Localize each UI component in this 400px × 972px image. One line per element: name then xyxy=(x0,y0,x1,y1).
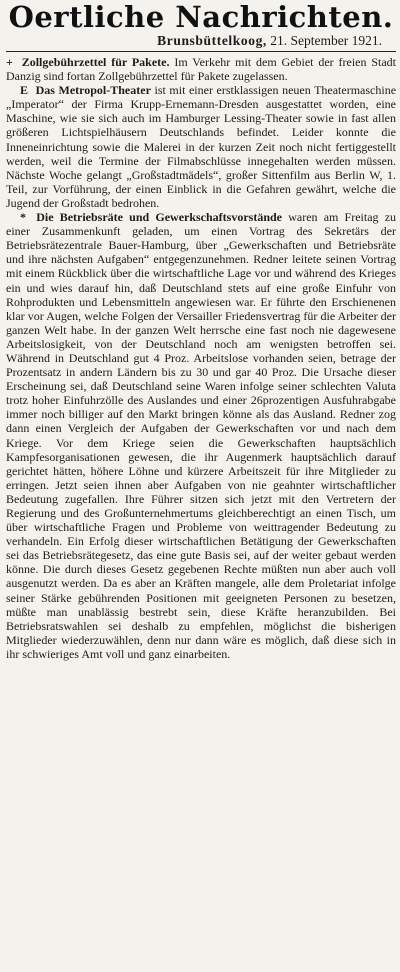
article-headline: Die Betriebsräte und Gewerkschaftsvorstände xyxy=(36,210,283,225)
article-betriebsraete xyxy=(6,210,396,661)
dateline-place: Brunsbüttelkoog, xyxy=(157,33,267,48)
header-rule xyxy=(6,51,396,52)
article-headline: Zollgebührzettel für Pakete. xyxy=(21,55,170,69)
dateline-date: 21. September 1921. xyxy=(270,33,382,48)
article-headline: Das Metropol-Theater xyxy=(35,83,151,98)
article-body: waren am Freitag zu einer Zusammenkunft geladen, um einen Vortrag des Sekretärs der Betriebsrätezentrale Bauer-Hamburg, über „Gewerkschaften und Betriebsräte und ihre nächsten Aufgaben“ entgegenzunehmen. Redner leitete seinen Vortrag mit einem Rückblick über die wirtschaftliche Lage vor und während des Krieges ein und wies darauf hin, daß Deutschland stets auf eine große Einfuhr von Rohprodukten und Lebensmitteln angewiesen war. Er führte den Erschienenen klar vor Augen, welche Folgen der Versailler Friedensvertrag für die Arbeiter der ganzen Welt habe. In der ganzen Welt herrsche eine fast noch nie dagewesene Arbeitslosigkeit, von der Deutschland noch am wenigsten betroffen sei. Während in Deutschland gut 4 Proz. Arbeitslose vorhanden seien, betrage der Prozentsatz in andern Ländern bis zu 30 und gar 40 Proz. Die Ursache dieser Erscheinung sei, daß Deutschland seine Waren infolge seiner schlechten Valuta trotz hoher Einfuhrzölle des Auslandes und einer 26prozentigen Ausfuhrabgabe immer noch billiger auf den Markt bringen könne als das Ausland. Redner zog dann einen Vergleich der Aufgaben der Gewerkschaften vor und nach dem Kriege. Vor dem Kriege seien die Gewerkschaften hauptsächlich Kampfesorganisationen gewesen, die ihr Augenmerk hauptsächlich darauf gerichtet hätten, höhere Löhne und kürzere Arbeitszeit für ihre Mitglieder zu erringen. Jetzt seien ihnen aber Aufgaben von nie geahnter wirtschaftlicher Bedeutung zugefallen. Ihre Führer sitzen sich jetzt mit den Vertretern der Regierung und des Großunternehmertums gleichberechtigt an einen Tisch, um über wirtschaftliche Fragen und Probleme von weittragender Bedeutung zu verhandeln. Ein Erfolg dieser wirtschaftlichen Betätigung der Gewerkschaften sei das Betriebsrätegesetz, das eine gute Basis sei, auf der weiter gebaut werden könne. Die durch dieses Gesetz gegebenen Rechte müßten nun aber auch voll ausgenutzt werden. Da es aber an Kräften mangele, alle dem Proletariat infolge seiner Stärke gebührenden Positionen mit geeigneten Personen zu besetzen, müßte man unablässig bestrebt sein, diese Kräfte heranzubilden. Bei Betriebsratswahlen sei deshalb zu empfehlen, möglichst die bisherigen Mitglieder wiederzuwählen, denn nur dann wäre es möglich, daß diese sich in ihr schwieriges Amt voll und ganz einarbeiten. xyxy=(6,210,397,661)
dateline xyxy=(6,32,396,49)
section-headline: Oertliche Nachrichten. xyxy=(8,0,394,34)
article-lead-marker: + xyxy=(6,55,13,69)
article-body: Im Verkehr mit dem Gebiet der freien Stadt Danzig sind fortan Zollgebührzettel für Pakete zugelassen. xyxy=(6,55,397,84)
article-metropol-theater xyxy=(6,83,396,210)
article-zollgebuehrzettel xyxy=(6,55,396,83)
article-body: ist mit einer erstklassigen neuen Theatermaschine „Imperator“ der Firma Krupp-Ernemann-Dresden ausgestattet worden, eine Maschine, wie sie sich auch im Hamburger Lessing-Theater sowie in fast allen größeren Lichtspielhäusern Deutschlands befindet. Leider konnte die Inneneinrichtung sowie die Malerei in der kurzen Zeit noch nicht fertiggestellt werden, weil die Termine der Filmabschlüsse innegehalten werden müssen. Nächste Woche gelangt „Großstadtmädels“, großer Sittenfilm aus Berlin W, 1. Teil, zur Vorführung, der einen Einblick in die Gefahren gewährt, welche die Jugend der Großstadt bedrohen. xyxy=(6,83,397,210)
article-lead-marker: * xyxy=(20,210,26,225)
article-lead-marker: E xyxy=(20,83,29,98)
